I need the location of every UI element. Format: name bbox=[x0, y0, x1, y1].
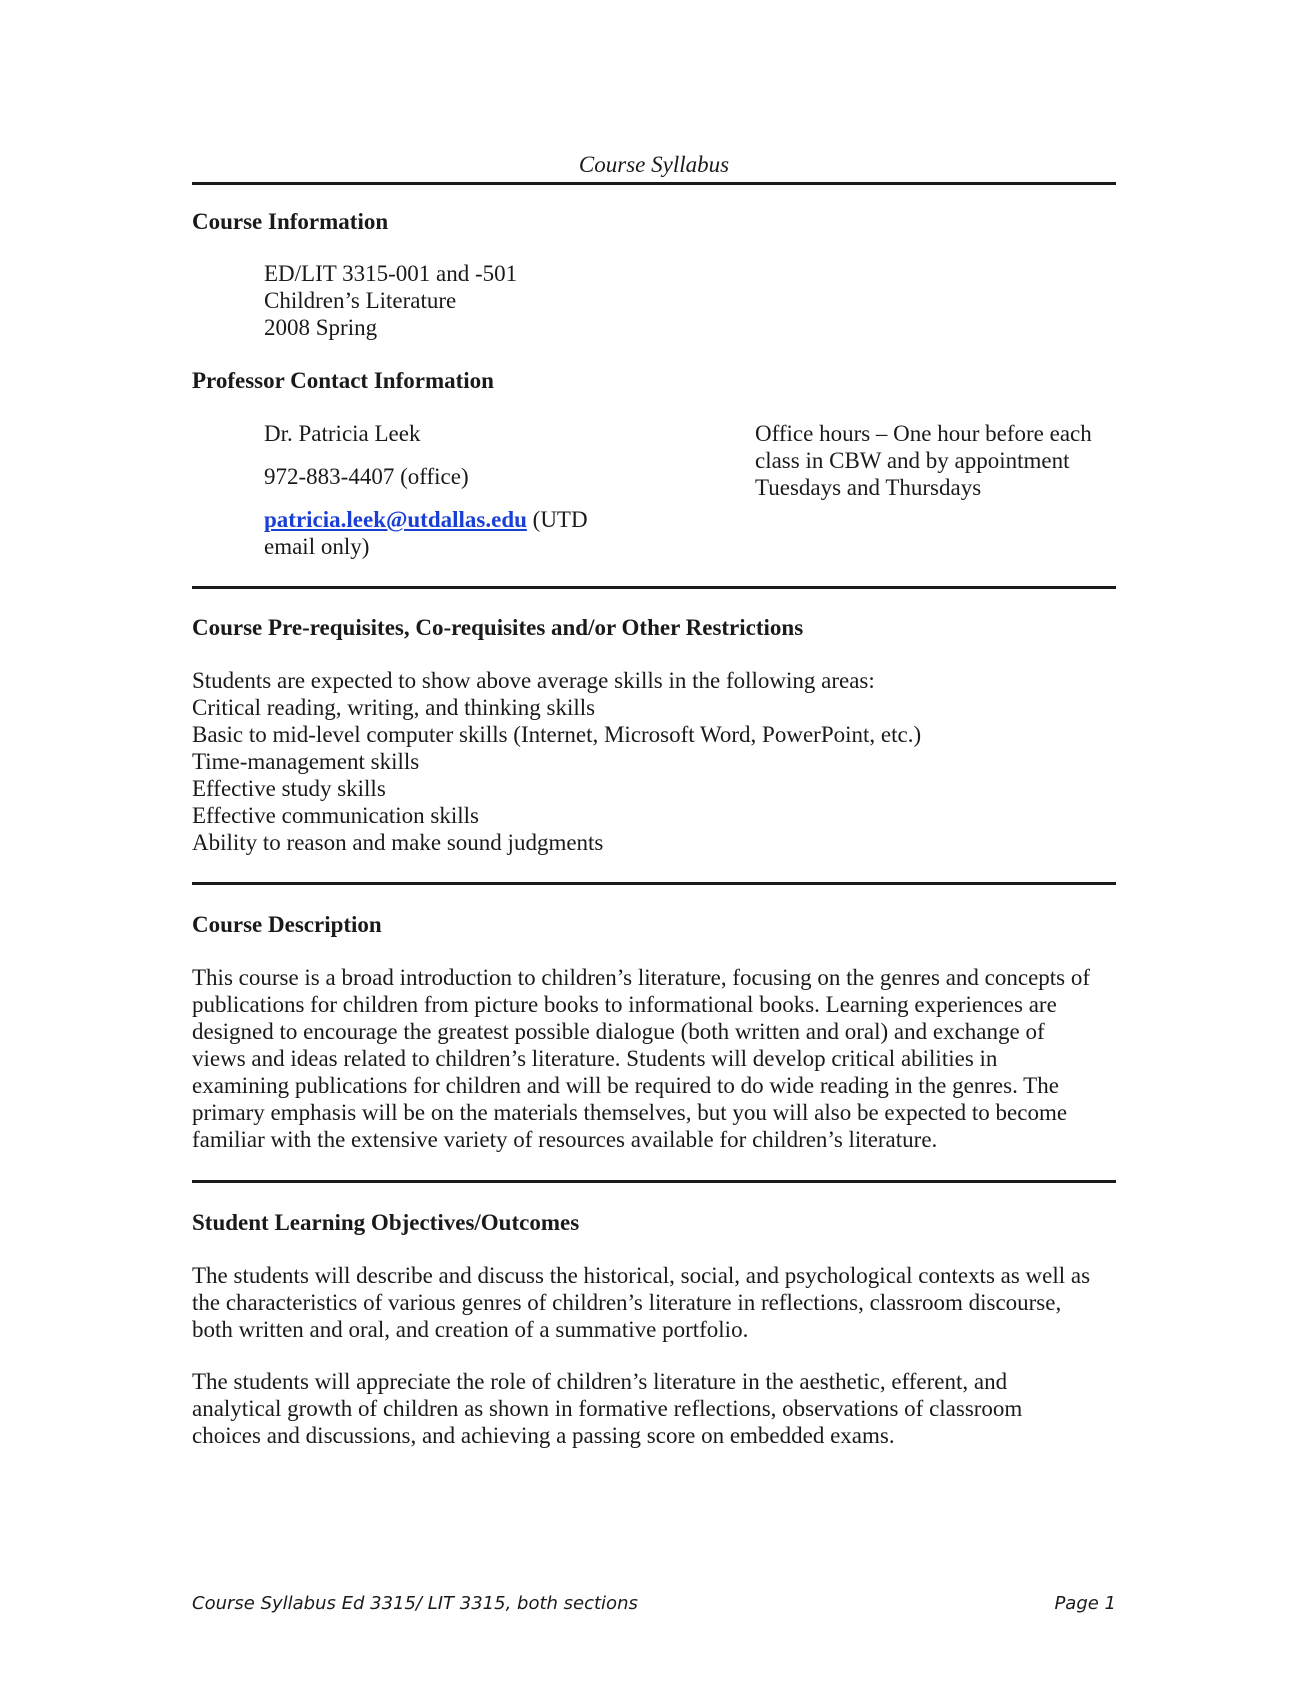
course-description-heading: Course Description bbox=[192, 912, 382, 937]
course-term: 2008 Spring bbox=[264, 315, 378, 340]
section-divider bbox=[192, 586, 1116, 589]
description-line: This course is a broad introduction to children’s literature, focusing on the genres and concepts of bbox=[192, 965, 1091, 990]
prerequisites-list bbox=[192, 667, 1116, 856]
prerequisite-line: Ability to reason and make sound judgments bbox=[192, 830, 604, 855]
prerequisite-line: Critical reading, writing, and thinking skills bbox=[192, 695, 596, 720]
professor-name: Dr. Patricia Leek bbox=[264, 421, 421, 446]
prerequisite-line: Basic to mid-level computer skills (Internet, Microsoft Word, PowerPoint, etc.) bbox=[192, 722, 922, 747]
course-name: Children’s Literature bbox=[264, 288, 457, 313]
email-note: (UTD bbox=[526, 507, 588, 532]
professor-email-line bbox=[264, 506, 594, 533]
course-description-text bbox=[192, 964, 1116, 1153]
description-line: publications for children from picture books to informational books. Learning experiences are bbox=[192, 992, 1057, 1017]
professor-contact-block bbox=[264, 420, 594, 560]
description-line: views and ideas related to children’s literature. Students will develop critical abilities in bbox=[192, 1046, 998, 1071]
course-information-block bbox=[264, 260, 517, 341]
document-title: Course Syllabus bbox=[578, 152, 730, 177]
objective-line: The students will describe and discuss the historical, social, and psychological contexts as well as bbox=[192, 1263, 1091, 1288]
description-line: designed to encourage the greatest possible dialogue (both written and oral) and exchange of bbox=[192, 1019, 1045, 1044]
office-hours-line: class in CBW and by appointment bbox=[755, 448, 1070, 473]
email-note-continued: email only) bbox=[264, 534, 370, 559]
objectives-heading: Student Learning Objectives/Outcomes bbox=[192, 1210, 580, 1235]
prerequisite-line: Effective communication skills bbox=[192, 803, 480, 828]
section-divider bbox=[192, 1180, 1116, 1183]
prerequisite-line: Students are expected to show above average skills in the following areas: bbox=[192, 668, 875, 693]
prerequisites-heading: Course Pre-requisites, Co-requisites and/or Other Restrictions bbox=[192, 615, 804, 640]
objective-line: The students will appreciate the role of children’s literature in the aesthetic, efferent, and bbox=[192, 1369, 1008, 1394]
professor-phone: 972-883-4407 (office) bbox=[264, 464, 469, 489]
objectives-paragraph-1 bbox=[192, 1262, 1116, 1343]
office-hours-line: Office hours – One hour before each bbox=[755, 421, 1092, 446]
course-information-heading: Course Information bbox=[192, 209, 389, 234]
description-line: primary emphasis will be on the materials themselves, but you will also be expected to become bbox=[192, 1100, 1068, 1125]
footer-course-label: Course Syllabus Ed 3315/ LIT 3315, both sections bbox=[192, 1593, 638, 1614]
prerequisite-line: Time-management skills bbox=[192, 749, 420, 774]
professor-contact-heading: Professor Contact Information bbox=[192, 368, 494, 393]
description-line: examining publications for children and will be required to do wide reading in the genres. The bbox=[192, 1073, 1059, 1098]
objective-line: analytical growth of children as shown in formative reflections, observations of classroom bbox=[192, 1396, 1023, 1421]
office-hours-block bbox=[755, 420, 1092, 501]
objective-line: choices and discussions, and achieving a passing score on embedded exams. bbox=[192, 1423, 895, 1448]
description-line: familiar with the extensive variety of resources available for children’s literature. bbox=[192, 1127, 938, 1152]
objective-line: the characteristics of various genres of children’s literature in reflections, classroom discourse, bbox=[192, 1290, 1062, 1315]
objectives-paragraph-2 bbox=[192, 1368, 1116, 1449]
section-divider bbox=[192, 882, 1116, 885]
objective-line: both written and oral, and creation of a summative portfolio. bbox=[192, 1317, 749, 1342]
course-code: ED/LIT 3315-001 and -501 bbox=[264, 261, 518, 286]
title-divider bbox=[192, 182, 1116, 185]
footer-page-number: Page 1 bbox=[1054, 1593, 1116, 1614]
prerequisite-line: Effective study skills bbox=[192, 776, 386, 801]
office-hours-line: Tuesdays and Thursdays bbox=[755, 475, 982, 500]
professor-email-link[interactable]: patricia.leek@utdallas.edu bbox=[264, 507, 527, 532]
